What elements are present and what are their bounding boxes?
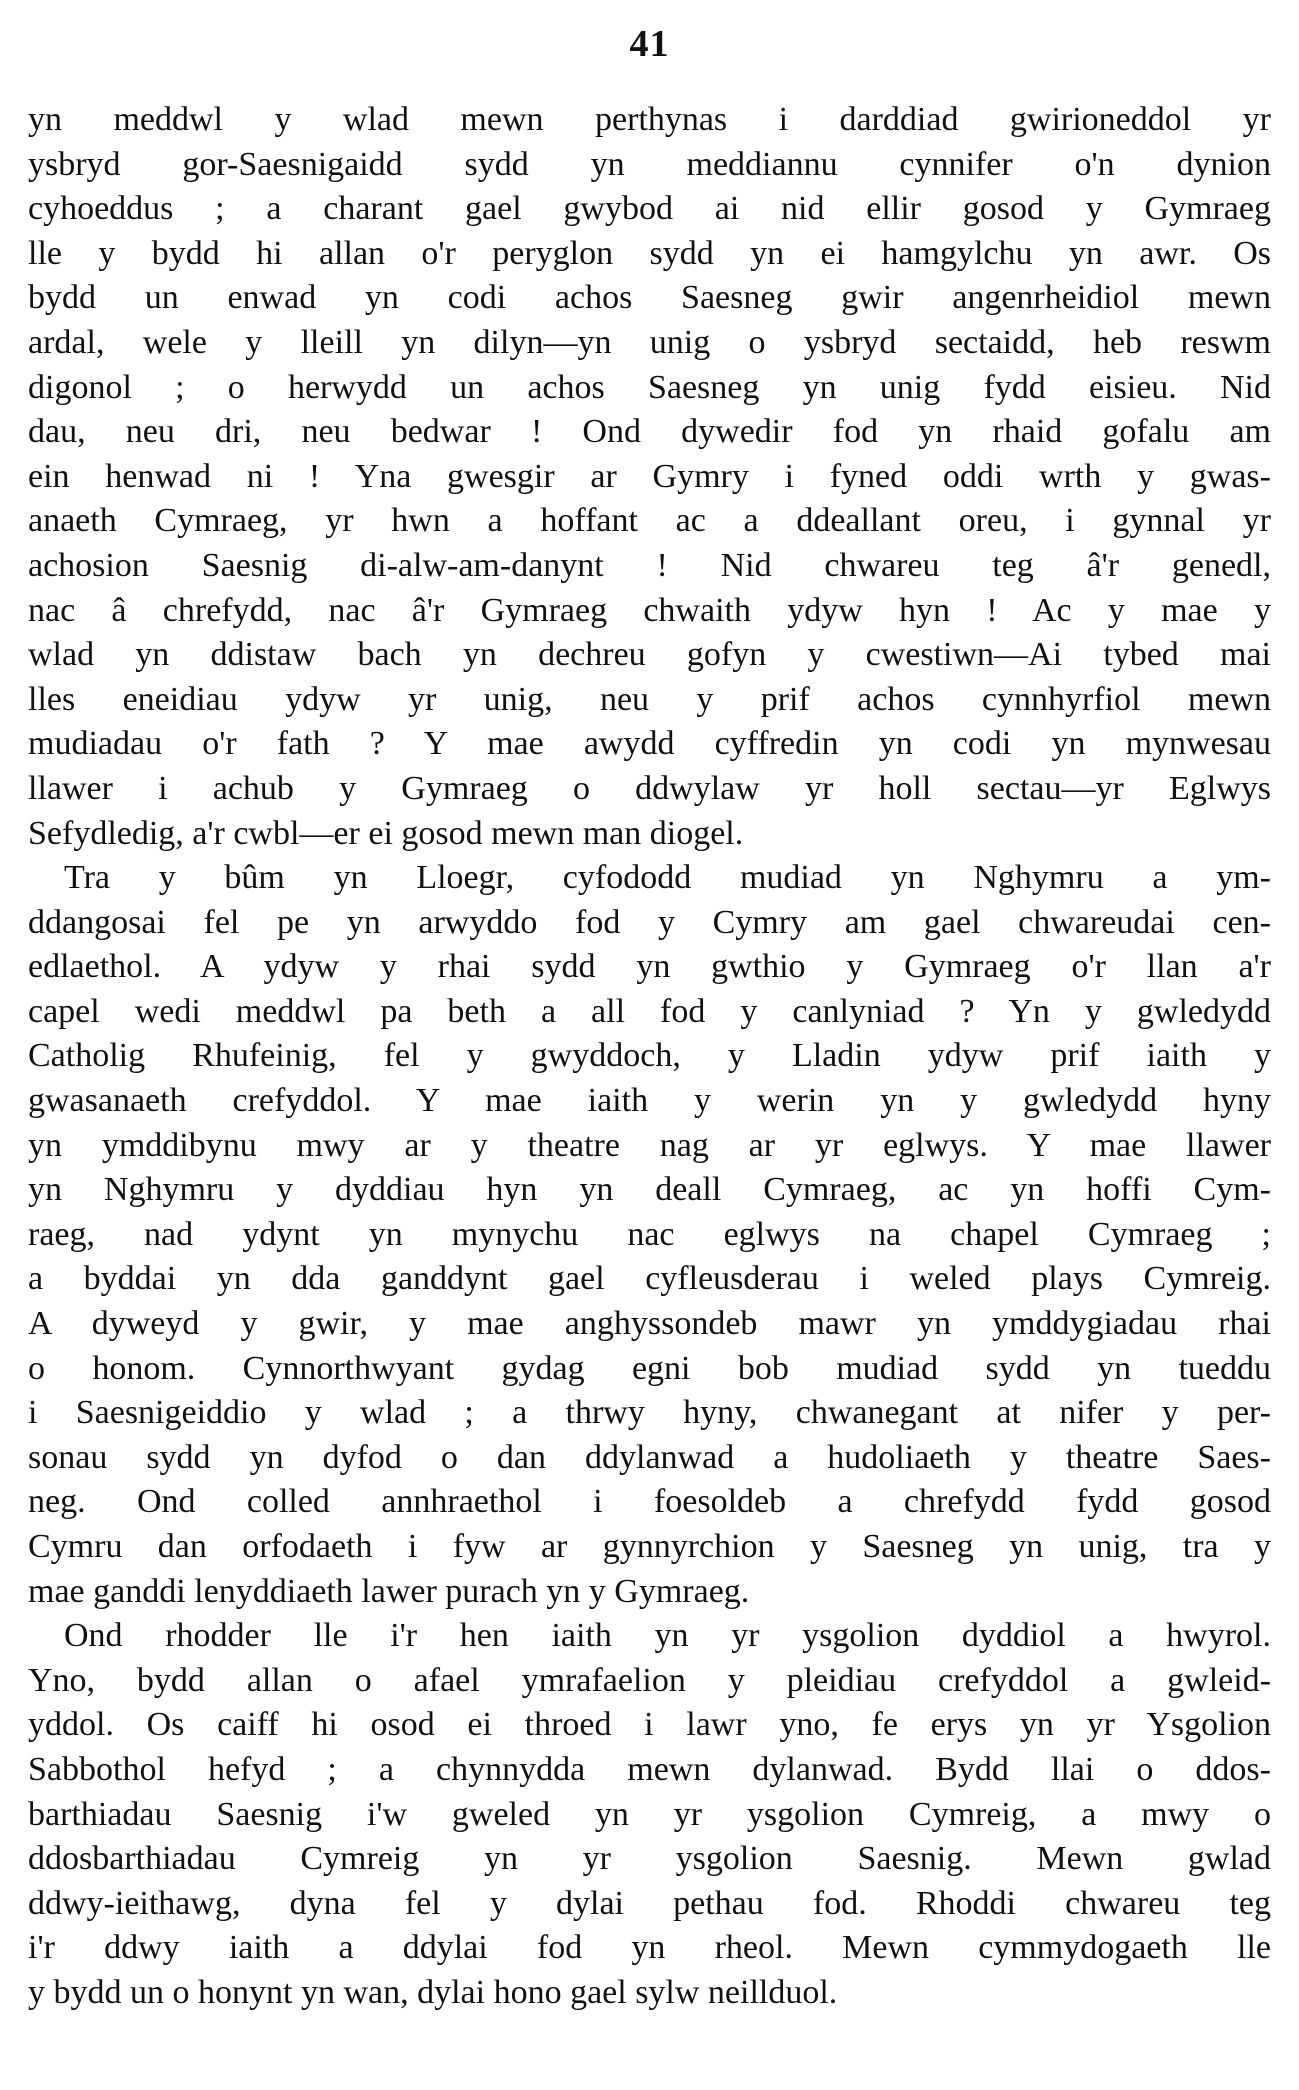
page-number: 41: [629, 23, 670, 65]
text-line: achosion Saesnig di-alw-am-danynt ! Nid chwareu teg â'r genedl,: [28, 546, 1271, 584]
text-line: lles eneidiau ydyw yr unig, neu y prif achos cynnhyrfiol mewn: [28, 680, 1271, 718]
text-line: capel wedi meddwl pa beth a all fod y canlyniad ? Yn y gwledydd: [28, 992, 1271, 1030]
text-line: y bydd un o honynt yn wan, dylai hono gael sylw neillduol.: [28, 1973, 838, 2011]
text-line: yddol. Os caiff hi osod ei throed i lawr yno, fe erys yn yr Ysgolion: [28, 1706, 1271, 1744]
text-line: ysbryd gor-Saesnigaidd sydd yn meddiannu cynnifer o'n dynion: [28, 145, 1271, 183]
text-line: Cymru dan orfodaeth i fyw ar gynnyrchion y Saesneg yn unig, tra y: [28, 1528, 1271, 1565]
text-line: digonol ; o herwydd un achos Saesneg yn unig fydd eisieu. Nid: [28, 368, 1271, 406]
text-line: i'r ddwy iaith a ddylai fod yn rheol. Mewn cymmydogaeth lle: [28, 1929, 1271, 1967]
text-line: mae ganddi lenyddiaeth lawer purach yn y Gymraeg.: [28, 1572, 750, 1610]
text-line: lle y bydd hi allan o'r peryglon sydd yn ei hamgylchu yn awr. Os: [28, 234, 1271, 272]
text-line: Catholig Rhufeinig, fel y gwyddoch, y Lladin ydyw prif iaith y: [28, 1037, 1271, 1075]
text-line: ardal, wele y lleill yn dilyn—yn unig o ysbryd sectaidd, heb reswm: [28, 323, 1271, 361]
text-line: nac â chrefydd, nac â'r Gymraeg chwaith ydyw hyn ! Ac y mae y: [28, 591, 1271, 629]
body-text: [28, 98, 1271, 2016]
book-page: [28, 0, 1271, 2090]
text-line: mudiadau o'r fath ? Y mae awydd cyffredin yn codi yn mynwesau: [28, 725, 1271, 763]
text-line: A dyweyd y gwir, y mae anghyssondeb mawr yn ymddygiadau rhai: [28, 1305, 1271, 1343]
text-line: wlad yn ddistaw bach yn dechreu gofyn y cwestiwn—Ai tybed mai: [28, 636, 1271, 674]
text-line: edlaethol. A ydyw y rhai sydd yn gwthio y Gymraeg o'r llan a'r: [28, 948, 1271, 986]
text-line: gwasanaeth crefyddol. Y mae iaith y werin yn y gwledydd hyny: [28, 1082, 1271, 1120]
text-line: llawer i achub y Gymraeg o ddwylaw yr holl sectau—yr Eglwys: [28, 769, 1271, 807]
text-line: o honom. Cynnorthwyant gydag egni bob mudiad sydd yn tueddu: [28, 1349, 1271, 1387]
text-line: ddwy-ieithawg, dyna fel y dylai pethau fod. Rhoddi chwareu teg: [28, 1884, 1271, 1922]
text-line: barthiadau Saesnig i'w gweled yn yr ysgolion Cymreig, a mwy o: [28, 1795, 1271, 1833]
text-line: Tra y bûm yn Lloegr, cyfododd mudiad yn Nghymru a ym-: [64, 859, 1271, 897]
text-line: dau, neu dri, neu bedwar ! Ond dywedir fod yn rhaid gofalu am: [28, 413, 1271, 451]
text-line: Ond rhodder lle i'r hen iaith yn yr ysgolion dyddiol a hwyrol.: [64, 1617, 1271, 1655]
text-line: Yno, bydd allan o afael ymrafaelion y pleidiau crefyddol a gwleid-: [28, 1661, 1271, 1699]
text-line: anaeth Cymraeg, yr hwn a hoffant ac a ddeallant oreu, i gynnal yr: [28, 502, 1271, 540]
text-line: neg. Ond colled annhraethol i foesoldeb a chrefydd fydd gosod: [28, 1483, 1271, 1521]
text-line: cyhoeddus ; a charant gael gwybod ai nid ellir gosod y Gymraeg: [28, 190, 1271, 228]
text-line: ddangosai fel pe yn arwyddo fod y Cymry am gael chwareudai cen-: [28, 903, 1271, 941]
text-line: ein henwad ni ! Yna gwesgir ar Gymry i fyned oddi wrth y gwas-: [28, 457, 1271, 495]
text-line: yn Nghymru y dyddiau hyn yn deall Cymraeg, ac yn hoffi Cym-: [28, 1171, 1271, 1209]
text-line: sonau sydd yn dyfod o dan ddylanwad a hudoliaeth y theatre Saes-: [28, 1438, 1271, 1476]
text-line: a byddai yn dda ganddynt gael cyfleusderau i weled plays Cymreig.: [28, 1260, 1271, 1298]
text-line: yn meddwl y wlad mewn perthynas i darddiad gwirioneddol yr: [28, 101, 1271, 138]
text-line: raeg, nad ydynt yn mynychu nac eglwys na chapel Cymraeg ;: [28, 1215, 1271, 1253]
text-line: ddosbarthiadau Cymreig yn yr ysgolion Saesnig. Mewn gwlad: [28, 1840, 1271, 1878]
text-line: Sabbothol hefyd ; a chynnydda mewn dylanwad. Bydd llai o ddos-: [28, 1750, 1271, 1788]
text-line: Sefydledig, a'r cwbl—er ei gosod mewn man diogel.: [28, 814, 744, 852]
text-line: yn ymddibynu mwy ar y theatre nag ar yr eglwys. Y mae llawer: [28, 1126, 1271, 1164]
text-line: i Saesnigeiddio y wlad ; a thrwy hyny, chwanegant at nifer y per-: [28, 1394, 1271, 1432]
text-line: bydd un enwad yn codi achos Saesneg gwir angenrheidiol mewn: [28, 279, 1271, 317]
